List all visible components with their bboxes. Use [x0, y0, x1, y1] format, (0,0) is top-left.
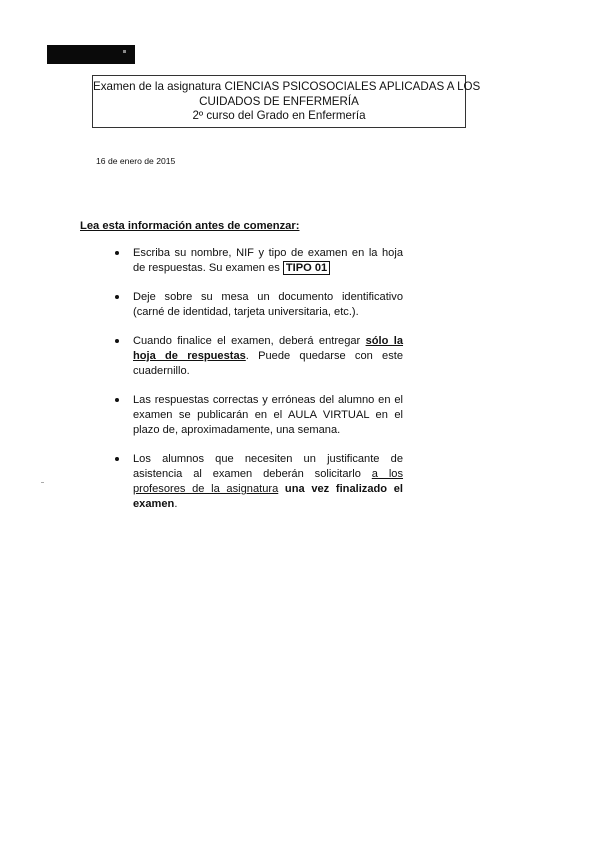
header-line-2: CUIDADOS DE ENFERMERÍA [199, 94, 359, 108]
instruction-text: Deje sobre su mesa un documento identificativo (carné de identidad, tarjeta universitaria, etc.). [133, 291, 403, 318]
instruction-item-4 [111, 393, 403, 438]
exam-type-box: TIPO 01 [283, 261, 330, 275]
instruction-text: . Puede quedarse con este cuadernillo. [133, 350, 403, 377]
instruction-item-3 [111, 334, 403, 379]
emphasis-text: sólo la hoja de respuestas [133, 335, 404, 362]
emphasis-text: una vez finalizado el examen [133, 483, 403, 510]
bullet-icon [115, 398, 119, 402]
underlined-text: a los profesores de la asignatura [133, 468, 404, 495]
exam-header-box [92, 75, 481, 128]
instruction-text: Cuando finalice el examen, deberá entregar [133, 335, 366, 347]
instruction-item-1 [111, 246, 403, 276]
redaction-bar [47, 45, 135, 64]
instructions-list [111, 246, 403, 526]
instructions-heading: Lea esta información antes de comenzar: [80, 220, 300, 232]
bullet-icon [115, 295, 119, 299]
header-line-1: Examen de la asignatura CIENCIAS PSICOSOCIALES APLICADAS A LOS [93, 80, 481, 93]
bullet-icon [115, 457, 119, 461]
redaction-mark [123, 50, 126, 53]
exam-date: 16 de enero de 2015 [96, 156, 176, 166]
instruction-item-2 [111, 290, 403, 320]
instruction-text: Escriba su nombre, NIF y tipo de examen en la hoja de respuestas. Su examen es [133, 247, 403, 274]
instruction-item-5 [111, 452, 403, 512]
bullet-icon [115, 339, 119, 343]
instruction-text: Las respuestas correctas y erróneas del alumno en el examen se publicarán en el AULA VIRTUAL en el plazo de, aproximadamente, una semana. [133, 394, 403, 436]
scan-speck [41, 482, 44, 483]
header-line-3: 2º curso del Grado en Enfermería [192, 109, 366, 122]
instruction-text: . [174, 498, 178, 510]
instruction-text: Los alumnos que necesiten un justificante de asistencia al examen deberán solicitarlo [133, 453, 403, 480]
bullet-icon [115, 251, 119, 255]
